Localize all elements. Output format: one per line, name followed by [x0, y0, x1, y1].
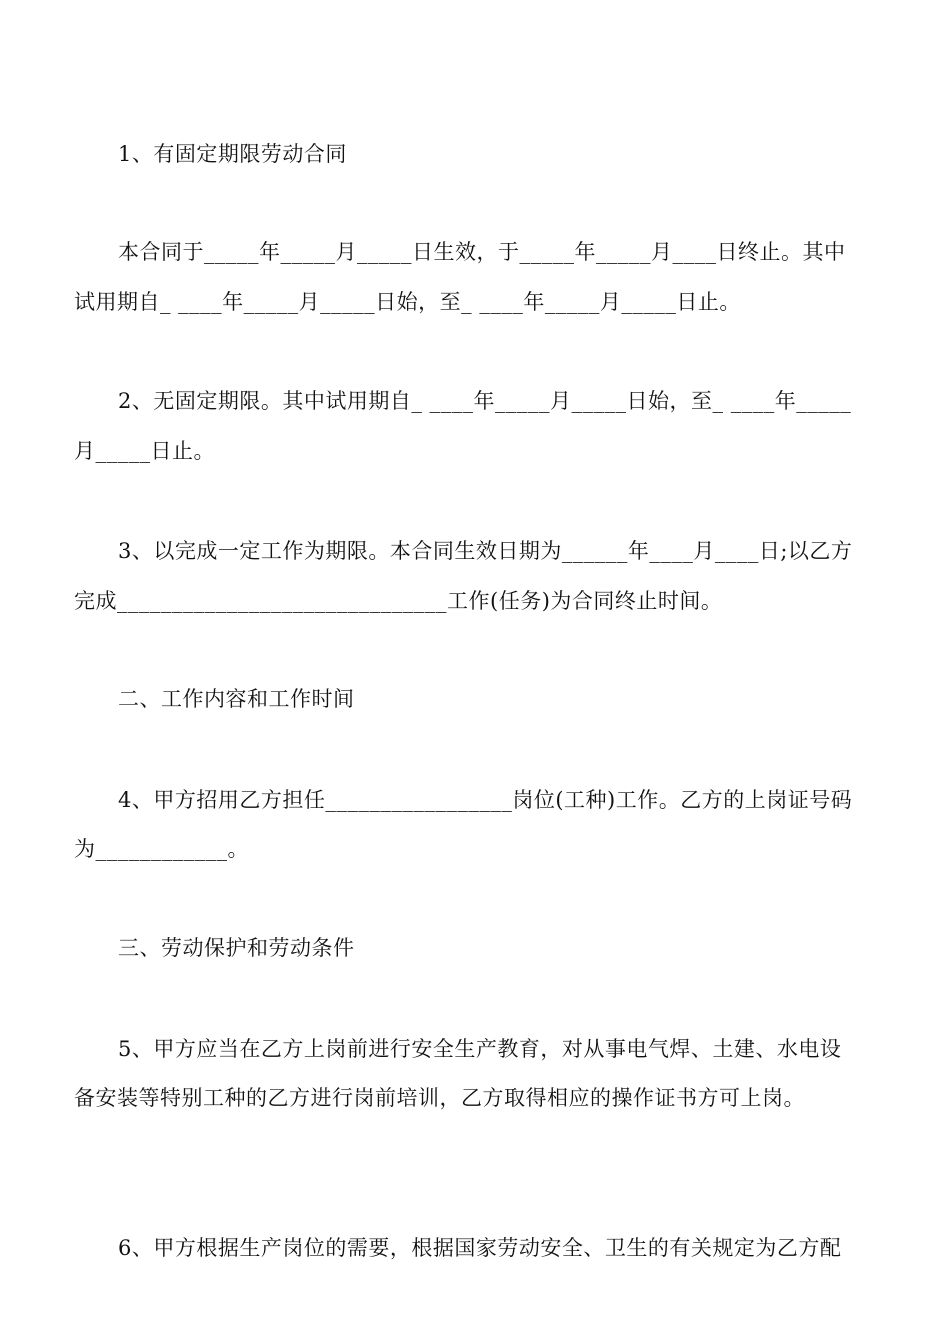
item-4-paragraph-line-1: 4、甲方招用乙方担任_________________岗位(工种)工作。乙方的上岗证号码 [118, 788, 853, 812]
item-3-paragraph-line-2: 完成______________________________工作(任务)为合同终止时间。 [74, 589, 723, 613]
item-2-paragraph-line-1: 2、无固定期限。其中试用期自_ ____年_____月_____日始，至_ ____年_____ [118, 389, 852, 413]
item-1-paragraph-line-2: 试用期自_ ____年_____月_____日始，至_ ____年_____月_____日止。 [74, 290, 741, 314]
section-3-heading: 三、劳动保护和劳动条件 [118, 936, 355, 960]
item-4-paragraph-line-2: 为____________。 [74, 837, 249, 861]
item-1-paragraph-line-1: 本合同于_____年_____月_____日生效，于_____年_____月____日终止。其中 [118, 240, 846, 264]
item-5-paragraph-line-2: 备安装等特别工种的乙方进行岗前培训，乙方取得相应的操作证书方可上岗。 [74, 1086, 805, 1110]
item-1-heading: 1、有固定期限劳动合同 [118, 142, 347, 166]
item-6-paragraph-line-1: 6、甲方根据生产岗位的需要，根据国家劳动安全、卫生的有关规定为乙方配 [118, 1236, 842, 1260]
item-2-paragraph-line-2: 月_____日止。 [74, 439, 215, 463]
item-5-paragraph-line-1: 5、甲方应当在乙方上岗前进行安全生产教育，对从事电气焊、土建、水电设 [118, 1037, 842, 1061]
item-3-paragraph-line-1: 3、以完成一定工作为期限。本合同生效日期为______年____月____日;以乙方 [118, 539, 853, 563]
section-2-heading: 二、工作内容和工作时间 [118, 687, 355, 711]
